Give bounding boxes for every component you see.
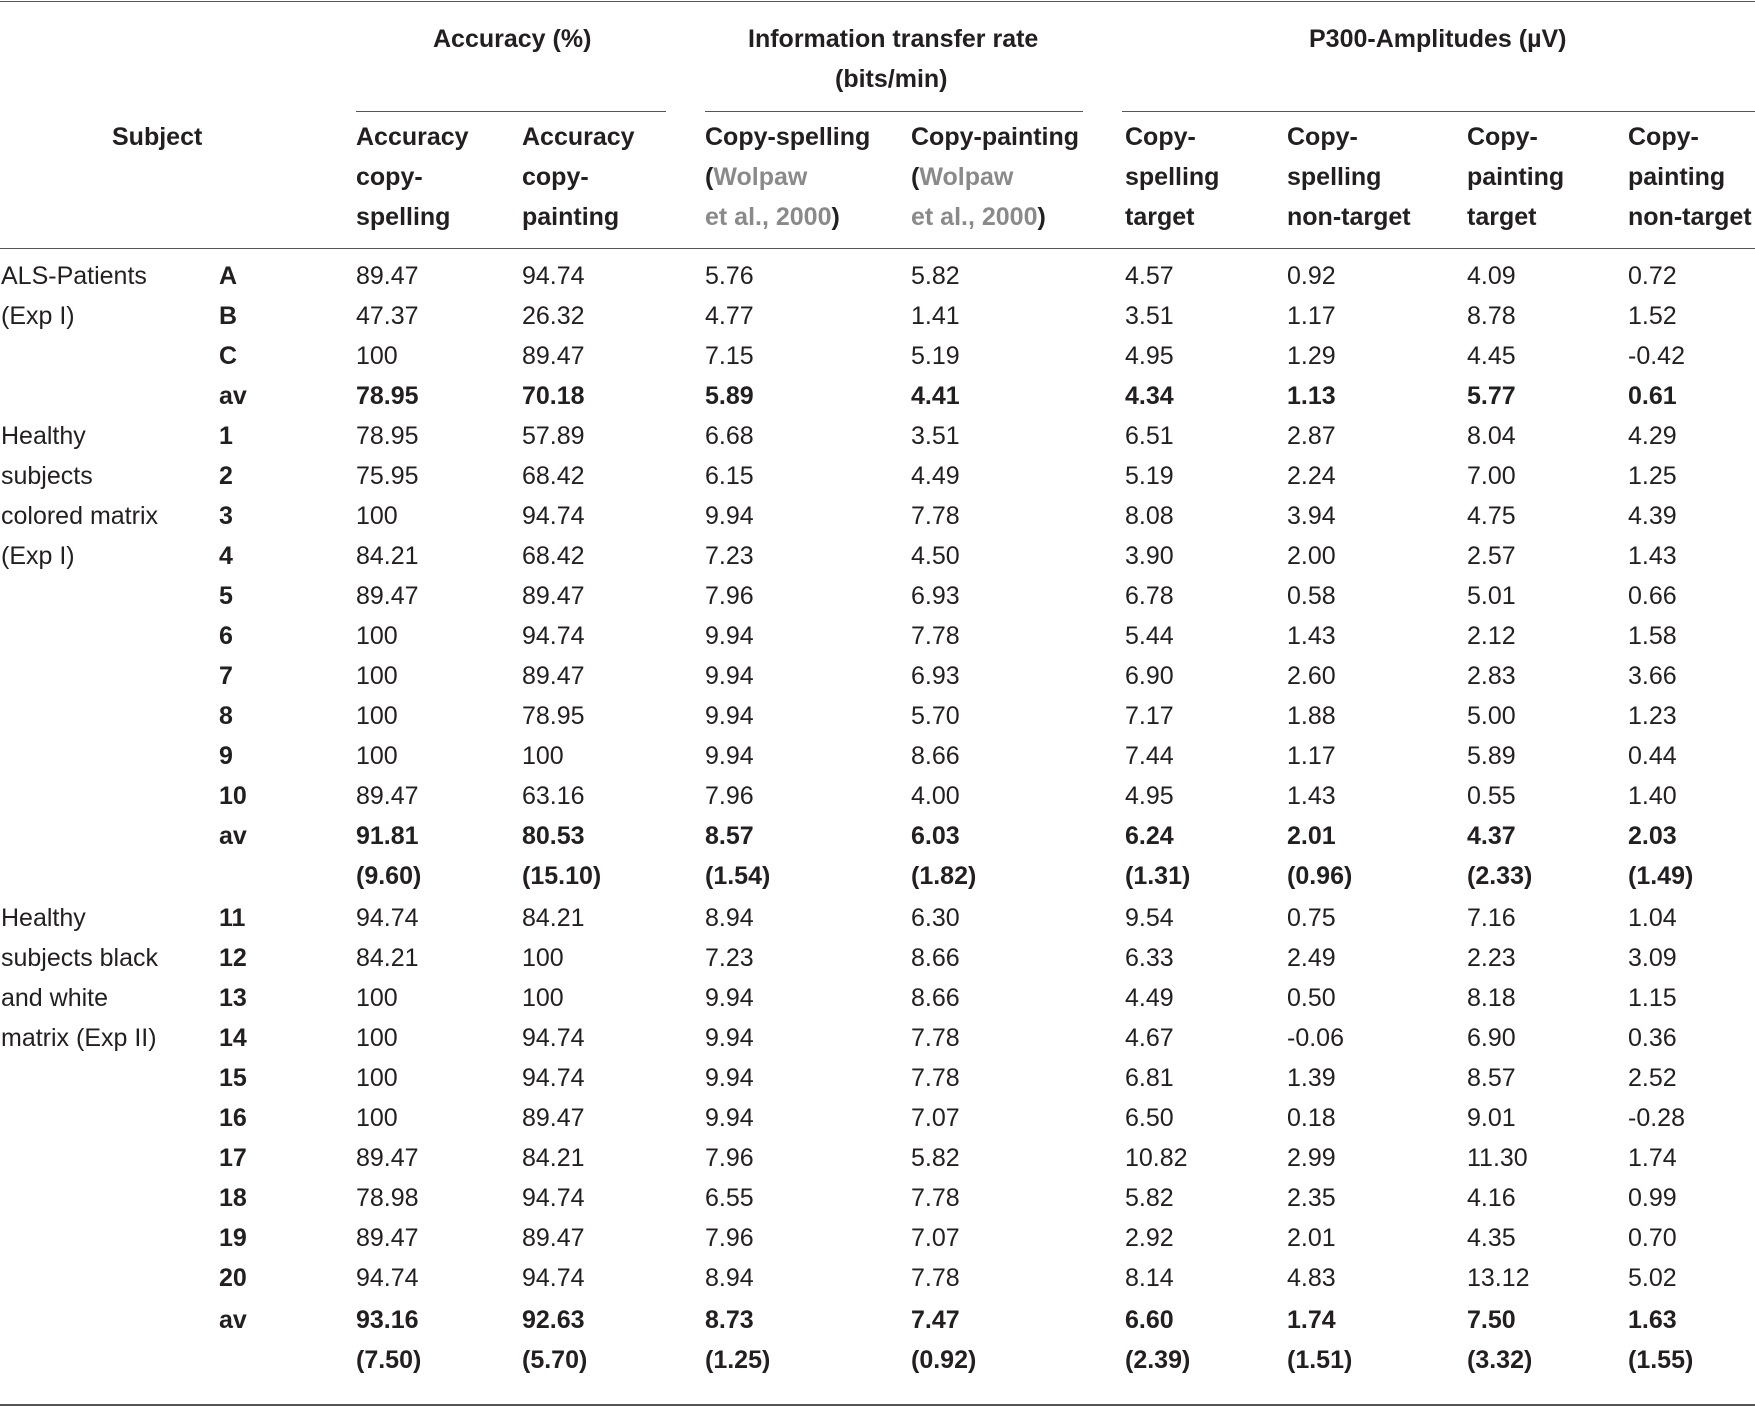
table-cell: 94.74 [522,1264,585,1292]
subject-id: 2 [219,462,233,490]
average-cell: 1.74 [1287,1306,1336,1334]
itr-group-rule [705,111,1083,112]
table-bottom-rule [0,1404,1755,1406]
table-cell: 3.09 [1628,944,1677,972]
table-cell: 6.78 [1125,582,1174,610]
average-cell: 1.13 [1287,382,1336,410]
table-cell: 89.47 [522,1224,585,1252]
table-cell: 1.39 [1287,1064,1336,1092]
column-header-line: target [1125,203,1195,231]
average-cell: 93.16 [356,1306,419,1334]
subject-id: 14 [219,1024,247,1052]
sd-cell: (1.82) [911,862,977,890]
table-cell: 7.96 [705,782,754,810]
subject-id: 6 [219,622,233,650]
sd-cell: (2.33) [1467,862,1533,890]
table-cell: 2.92 [1125,1224,1174,1252]
table-cell: 5.44 [1125,622,1174,650]
table-cell: 7.96 [705,1224,754,1252]
table-cell: 4.95 [1125,342,1174,370]
table-cell: 2.01 [1287,1224,1336,1252]
table-cell: 1.25 [1628,462,1677,490]
accuracy-group-header: Accuracy (%) [433,25,592,53]
itr-group-header-line1: Information transfer rate [748,25,1039,53]
sd-cell: (1.31) [1125,862,1191,890]
table-cell: 47.37 [356,302,419,330]
table-cell: 6.30 [911,904,960,932]
subject-id: 12 [219,944,247,972]
table-cell: 89.47 [522,582,585,610]
subject-id: 15 [219,1064,247,1092]
column-header-line: spelling [1287,163,1382,191]
table-cell: 4.77 [705,302,754,330]
average-cell: 70.18 [522,382,585,410]
sd-cell: (1.51) [1287,1346,1353,1374]
table-cell: 9.94 [705,702,754,730]
table-cell: 1.04 [1628,904,1677,932]
sd-cell: (7.50) [356,1346,422,1374]
table-cell: 9.94 [705,502,754,530]
table-cell: 4.00 [911,782,960,810]
column-header-line: copy- [356,163,423,191]
table-cell: 9.94 [705,984,754,1012]
table-cell: 8.78 [1467,302,1516,330]
average-cell: 8.57 [705,822,754,850]
table-cell: 4.67 [1125,1024,1174,1052]
subject-id: 4 [219,542,233,570]
subject-id: 10 [219,782,247,810]
subject-id: B [219,302,238,330]
sd-cell: (3.32) [1467,1346,1533,1374]
average-cell: 78.95 [356,382,419,410]
average-cell: 5.89 [705,382,754,410]
table-cell: 100 [356,342,398,370]
table-cell: 1.17 [1287,742,1336,770]
table-cell: 84.21 [522,904,585,932]
table-cell: 100 [356,702,398,730]
table-cell: 7.17 [1125,702,1174,730]
table-cell: 5.82 [911,1144,960,1172]
table-cell: 89.47 [356,262,419,290]
table-cell: 1.40 [1628,782,1677,810]
table-cell: 9.01 [1467,1104,1516,1132]
group-label: (Exp I) [1,302,75,330]
table-cell: 4.35 [1467,1224,1516,1252]
table-cell: 4.16 [1467,1184,1516,1212]
table-cell: 3.66 [1628,662,1677,690]
average-cell: 4.37 [1467,822,1516,850]
table-cell: 5.76 [705,262,754,290]
column-header-line: Accuracy [356,123,469,151]
table-cell: 11.30 [1467,1144,1528,1172]
subject-id: 20 [219,1264,247,1292]
table-cell: 4.95 [1125,782,1174,810]
sd-cell: (0.96) [1287,862,1353,890]
column-header-line: Copy- [1287,123,1358,151]
table-cell: 89.47 [356,782,419,810]
table-cell: 1.43 [1287,782,1336,810]
table-cell: 0.99 [1628,1184,1677,1212]
table-cell: 94.74 [356,904,419,932]
group-label: Healthy [1,904,86,932]
table-cell: 89.47 [522,1104,585,1132]
table-cell: 4.29 [1628,422,1677,450]
table-cell: -0.42 [1628,342,1685,370]
column-header-line: et al., 2000) [705,203,840,231]
average-cell: 6.60 [1125,1306,1174,1334]
itr-group-header-line2: (bits/min) [835,65,948,93]
table-cell: 4.49 [911,462,960,490]
table-cell: 0.92 [1287,262,1336,290]
sd-cell: (0.92) [911,1346,977,1374]
table-cell: 0.50 [1287,984,1336,1012]
table-cell: 13.12 [1467,1264,1530,1292]
table-cell: 63.16 [522,782,585,810]
table-cell: 57.89 [522,422,585,450]
average-cell: 91.81 [356,822,419,850]
table-cell: 5.82 [1125,1184,1174,1212]
average-cell: 7.50 [1467,1306,1516,1334]
table-cell: 6.93 [911,662,960,690]
table-cell: 2.35 [1287,1184,1336,1212]
table-cell: 9.94 [705,662,754,690]
column-header-line: Copy-spelling [705,123,871,151]
citation-link: Wolpaw [919,163,1014,191]
table-cell: 1.43 [1287,622,1336,650]
table-cell: 100 [356,1104,398,1132]
table-cell: 9.94 [705,742,754,770]
column-header-line: copy- [522,163,589,191]
group-label: and white [1,984,109,1012]
group-label: colored matrix [1,502,158,530]
table-cell: 2.00 [1287,542,1336,570]
citation-link: et al., 2000 [911,203,1038,231]
table-cell: 5.89 [1467,742,1516,770]
average-cell: 6.03 [911,822,960,850]
table-cell: 7.07 [911,1224,960,1252]
column-header-line: non-target [1628,203,1752,231]
table-cell: 0.66 [1628,582,1677,610]
table-cell: 7.78 [911,1024,960,1052]
table-cell: 6.68 [705,422,754,450]
table-cell: 4.49 [1125,984,1174,1012]
average-label: av [219,382,247,410]
subject-id: 8 [219,702,233,730]
subject-id: 3 [219,502,233,530]
table-cell: 5.00 [1467,702,1516,730]
table-cell: 89.47 [356,1224,419,1252]
table-cell: 0.36 [1628,1024,1677,1052]
table-cell: -0.28 [1628,1104,1685,1132]
table-cell: 7.07 [911,1104,960,1132]
table-cell: 7.44 [1125,742,1174,770]
group-label: Healthy [1,422,86,450]
table-cell: 100 [356,984,398,1012]
column-header-line: Copy- [1628,123,1699,151]
table-cell: 8.66 [911,944,960,972]
subject-id: 7 [219,662,233,690]
table-cell: 2.24 [1287,462,1336,490]
table-cell: 94.74 [522,262,585,290]
table-cell: 2.87 [1287,422,1336,450]
table-cell: 94.74 [356,1264,419,1292]
table-cell: 0.18 [1287,1104,1336,1132]
table-cell: 0.72 [1628,262,1677,290]
table-cell: 1.58 [1628,622,1677,650]
group-label: matrix (Exp II) [1,1024,157,1052]
table-cell: 100 [356,1024,398,1052]
table-cell: 5.19 [1125,462,1174,490]
subject-id: 13 [219,984,247,1012]
column-header-line: painting [522,203,620,231]
average-cell: 0.61 [1628,382,1677,410]
average-cell: 92.63 [522,1306,585,1334]
average-cell: 2.03 [1628,822,1677,850]
table-cell: 5.70 [911,702,960,730]
table-cell: 5.02 [1628,1264,1677,1292]
sd-cell: (9.60) [356,862,422,890]
column-header-line: target [1467,203,1537,231]
table-cell: 100 [522,984,564,1012]
column-header-line: et al., 2000) [911,203,1046,231]
table-cell: 94.74 [522,1024,585,1052]
table-cell: 0.55 [1467,782,1516,810]
sd-cell: (1.25) [705,1346,771,1374]
average-cell: 80.53 [522,822,585,850]
table-cell: 7.23 [705,542,754,570]
table-cell: 7.78 [911,1064,960,1092]
column-header-line: Copy- [1467,123,1538,151]
table-cell: 6.50 [1125,1104,1174,1132]
table-cell: 9.94 [705,1064,754,1092]
table-cell: 6.90 [1125,662,1174,690]
table-cell: 7.23 [705,944,754,972]
average-cell: 6.24 [1125,822,1174,850]
table-cell: 2.23 [1467,944,1516,972]
table-cell: 89.47 [356,582,419,610]
table-cell: 0.58 [1287,582,1336,610]
table-cell: 2.57 [1467,542,1516,570]
table-cell: 1.43 [1628,542,1677,570]
table-cell: 0.44 [1628,742,1677,770]
table-cell: 7.78 [911,622,960,650]
table-cell: 2.83 [1467,662,1516,690]
table-cell: 3.94 [1287,502,1336,530]
table-cell: 5.19 [911,342,960,370]
table-cell: 1.74 [1628,1144,1677,1172]
table-cell: 1.29 [1287,342,1336,370]
table-cell: 100 [522,742,564,770]
table-cell: 4.83 [1287,1264,1336,1292]
table-cell: 100 [356,742,398,770]
table-cell: 5.82 [911,262,960,290]
sd-cell: (2.39) [1125,1346,1191,1374]
sd-cell: (5.70) [522,1346,588,1374]
table-cell: 75.95 [356,462,419,490]
table-cell: 10.82 [1125,1144,1188,1172]
table-cell: 7.78 [911,1264,960,1292]
accuracy-group-rule [356,111,666,112]
column-header-line: painting [1467,163,1565,191]
table-cell: 4.57 [1125,262,1174,290]
table-cell: 8.18 [1467,984,1516,1012]
table-cell: 4.39 [1628,502,1677,530]
average-label: av [219,822,247,850]
average-label: av [219,1306,247,1334]
table-cell: 9.94 [705,1024,754,1052]
subject-id: 11 [219,904,246,932]
table-cell: 6.55 [705,1184,754,1212]
table-cell: 3.90 [1125,542,1174,570]
table-cell: 68.42 [522,542,585,570]
table-cell: 84.21 [522,1144,585,1172]
table-cell: 84.21 [356,542,419,570]
table-cell: 8.04 [1467,422,1516,450]
table-cell: 1.88 [1287,702,1336,730]
group-label: subjects black [1,944,159,972]
subject-id: 9 [219,742,233,770]
table-cell: 78.95 [356,422,419,450]
table-cell: 100 [356,1064,398,1092]
average-cell: 7.47 [911,1306,960,1334]
column-header-line: (Wolpaw [705,163,808,191]
table-cell: 6.93 [911,582,960,610]
table-cell: 2.12 [1467,622,1516,650]
table-cell: 7.78 [911,1184,960,1212]
subject-id: A [219,262,238,290]
subject-header: Subject [112,123,203,151]
sd-cell: (15.10) [522,862,602,890]
table-top-rule [0,1,1755,2]
table-cell: 89.47 [522,342,585,370]
table-cell: 8.66 [911,984,960,1012]
table-cell: 6.51 [1125,422,1174,450]
table-cell: 8.14 [1125,1264,1174,1292]
column-header-line: non-target [1287,203,1411,231]
table-cell: 78.95 [522,702,585,730]
table-cell: 1.41 [911,302,960,330]
table-cell: 9.54 [1125,904,1174,932]
column-header-line: Accuracy [522,123,635,151]
table-cell: 2.49 [1287,944,1336,972]
table-cell: 89.47 [356,1144,419,1172]
table-cell: 7.16 [1467,904,1516,932]
sd-cell: (1.55) [1628,1346,1694,1374]
table-cell: 8.94 [705,904,754,932]
average-cell: 5.77 [1467,382,1516,410]
table-cell: 7.15 [705,342,754,370]
column-header-line: spelling [1125,163,1220,191]
table-cell: 2.99 [1287,1144,1336,1172]
table-cell: 4.75 [1467,502,1516,530]
table-cell: -0.06 [1287,1024,1344,1052]
subject-id: C [219,342,238,370]
average-cell: 1.63 [1628,1306,1677,1334]
subject-id: 17 [219,1144,247,1172]
average-cell: 4.41 [911,382,960,410]
table-cell: 0.70 [1628,1224,1677,1252]
table-cell: 100 [356,622,398,650]
table-cell: 100 [356,502,398,530]
subject-id: 18 [219,1184,247,1212]
table-cell: 4.50 [911,542,960,570]
average-cell: 4.34 [1125,382,1174,410]
header-bottom-rule [0,248,1755,249]
table-cell: 7.96 [705,582,754,610]
table-cell: 7.96 [705,1144,754,1172]
column-header-line: Copy- [1125,123,1196,151]
sd-cell: (1.49) [1628,862,1694,890]
subject-id: 1 [219,422,233,450]
table-cell: 9.94 [705,622,754,650]
subject-id: 19 [219,1224,247,1252]
group-label: subjects [1,462,93,490]
table-cell: 94.74 [522,622,585,650]
group-label: (Exp I) [1,542,75,570]
table-cell: 3.51 [1125,302,1174,330]
table-cell: 4.09 [1467,262,1516,290]
table-cell: 1.52 [1628,302,1677,330]
table-cell: 6.15 [705,462,754,490]
table-cell: 7.78 [911,502,960,530]
table-cell: 5.01 [1467,582,1516,610]
column-header-line: spelling [356,203,451,231]
table-cell: 2.60 [1287,662,1336,690]
table-cell: 8.08 [1125,502,1174,530]
table-cell: 100 [356,662,398,690]
p300-group-rule [1122,111,1755,112]
table-cell: 68.42 [522,462,585,490]
average-cell: 8.73 [705,1306,754,1334]
table-cell: 100 [522,944,564,972]
table-cell: 1.17 [1287,302,1336,330]
table-cell: 94.74 [522,502,585,530]
table-cell: 78.98 [356,1184,419,1212]
citation-link: et al., 2000 [705,203,832,231]
table-cell: 26.32 [522,302,585,330]
table-cell: 3.51 [911,422,960,450]
column-header-line: (Wolpaw [911,163,1014,191]
column-header-line: painting [1628,163,1726,191]
table-cell: 7.00 [1467,462,1516,490]
table-cell: 9.94 [705,1104,754,1132]
table-cell: 89.47 [522,662,585,690]
column-header-line: Copy-painting [911,123,1080,151]
table-cell: 2.52 [1628,1064,1677,1092]
sd-cell: (1.54) [705,862,771,890]
table-cell: 1.15 [1628,984,1677,1012]
citation-link: Wolpaw [713,163,808,191]
table-cell: 8.94 [705,1264,754,1292]
table-cell: 8.57 [1467,1064,1516,1092]
table-cell: 4.45 [1467,342,1516,370]
subject-id: 5 [219,582,233,610]
subject-id: 16 [219,1104,247,1132]
table-cell: 8.66 [911,742,960,770]
table-cell: 1.23 [1628,702,1677,730]
table-cell: 94.74 [522,1184,585,1212]
table-cell: 6.81 [1125,1064,1174,1092]
table-cell: 84.21 [356,944,419,972]
table-cell: 6.90 [1467,1024,1516,1052]
table-cell: 94.74 [522,1064,585,1092]
table-cell: 6.33 [1125,944,1174,972]
table-cell: 0.75 [1287,904,1336,932]
p300-group-header: P300-Amplitudes (µV) [1309,25,1567,53]
average-cell: 2.01 [1287,822,1336,850]
group-label: ALS-Patients [1,262,147,290]
